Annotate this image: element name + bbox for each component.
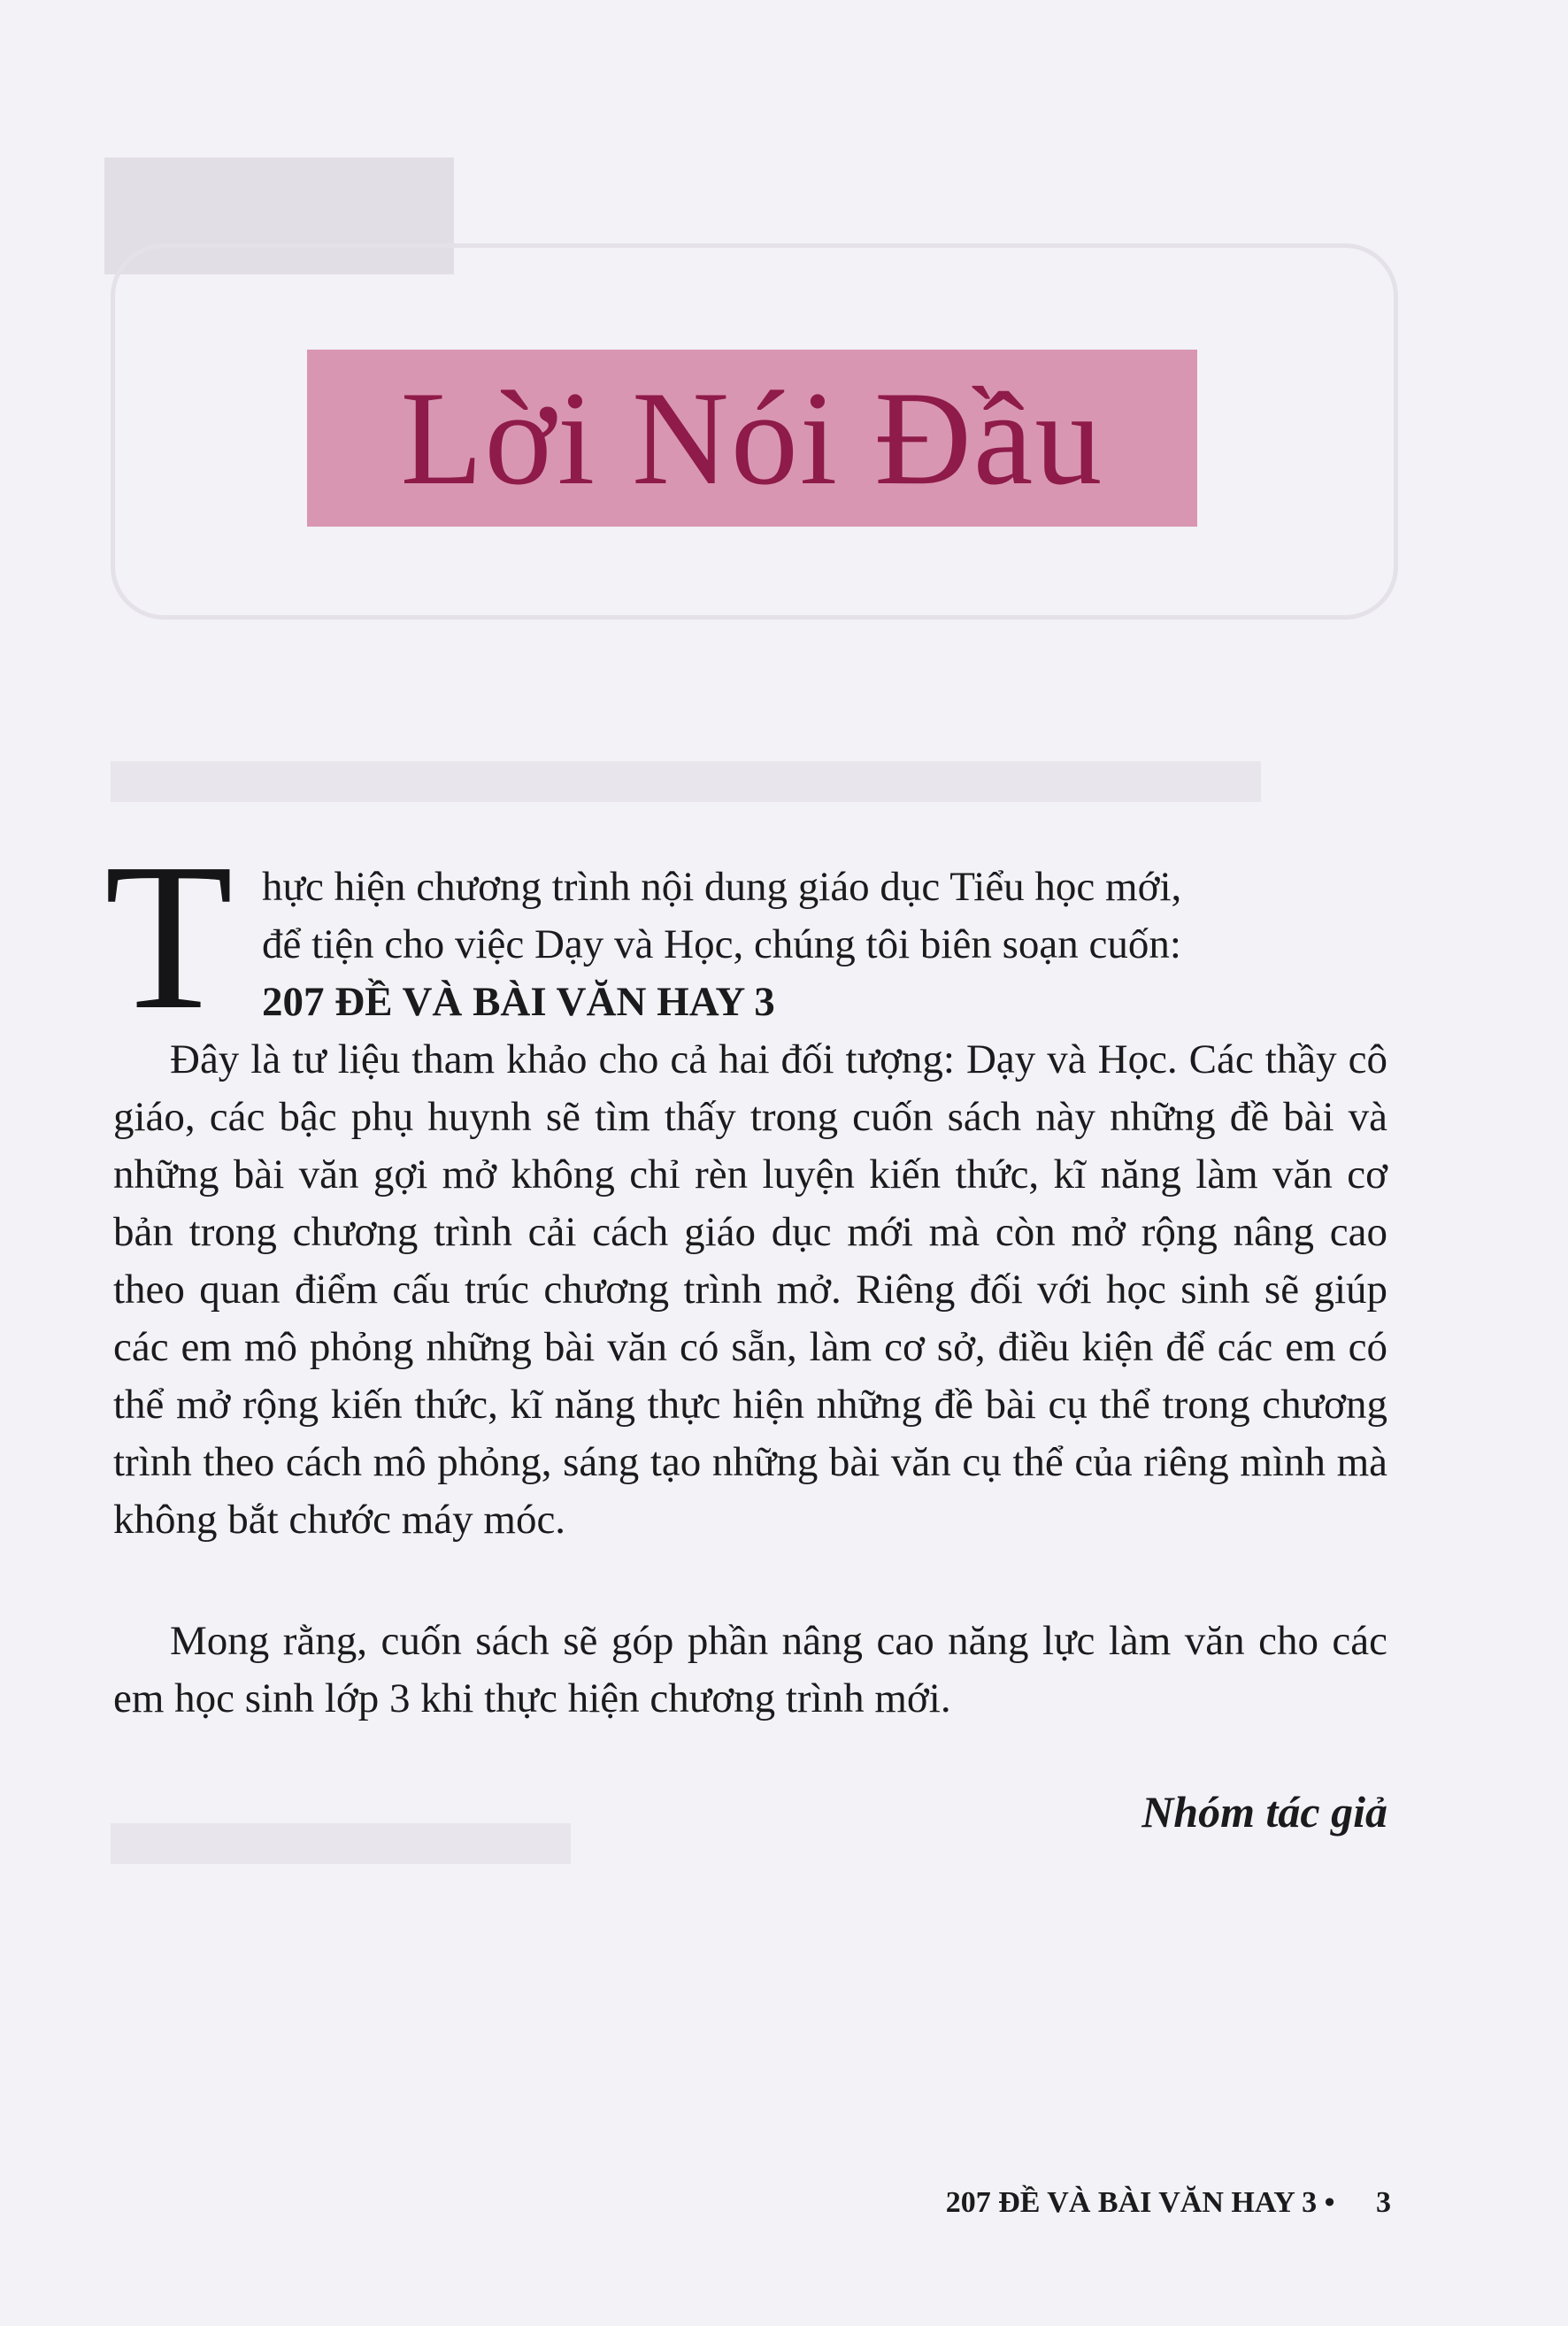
- page-number: 3: [1376, 2186, 1391, 2219]
- intro-line-1: hực hiện chương trình nội dung giáo dục Tiểu học mới,: [262, 864, 1182, 910]
- running-footer: [946, 2186, 1391, 2220]
- bleed-through-line: [111, 761, 1261, 802]
- author-signature: Nhóm tác giả: [1141, 1787, 1387, 1837]
- paragraph-2: Đây là tư liệu tham khảo cho cả hai đối tượng: Dạy và Học. Các thầy cô giáo, các bậc phụ huynh sẽ tìm thấy trong cuốn sách này những đề bài và những bài văn gợi mở không chỉ rèn luyện kiến thức, kĩ năng làm văn cơ bản trong chương trình cải cách giáo dục mới mà còn mở rộng nâng cao theo quan điểm cấu trúc chương trình mở. Riêng đối với học sinh sẽ giúp các em mô phỏng những bài văn có sẵn, làm cơ sở, điều kiện để các em có thể mở rộng kiến thức, kĩ năng thực hiện những đề bài cụ thể trong chương trình theo cách mô phỏng, sáng tạo những bài văn cụ thể của riêng mình mà không bắt chước máy móc.: [113, 1036, 1387, 1543]
- footer-book-title: 207 ĐỀ VÀ BÀI VĂN HAY 3: [945, 2186, 1318, 2219]
- page-title: Lời Nói Đầu: [400, 364, 1104, 512]
- footer-bullet: •: [1324, 2186, 1335, 2219]
- paragraph-3: Mong rằng, cuốn sách sẽ góp phần nâng cao năng lực làm văn cho các em học sinh lớp 3 khi thực hiện chương trình mới.: [113, 1618, 1387, 1721]
- intro-line-2: để tiện cho việc Dạy và Học, chúng tôi biên soạn cuốn:: [262, 921, 1181, 967]
- drop-cap-letter: T: [104, 820, 234, 1053]
- book-title-mention: 207 ĐỀ VÀ BÀI VĂN HAY 3: [262, 979, 775, 1025]
- bleed-through-line: [111, 1823, 571, 1864]
